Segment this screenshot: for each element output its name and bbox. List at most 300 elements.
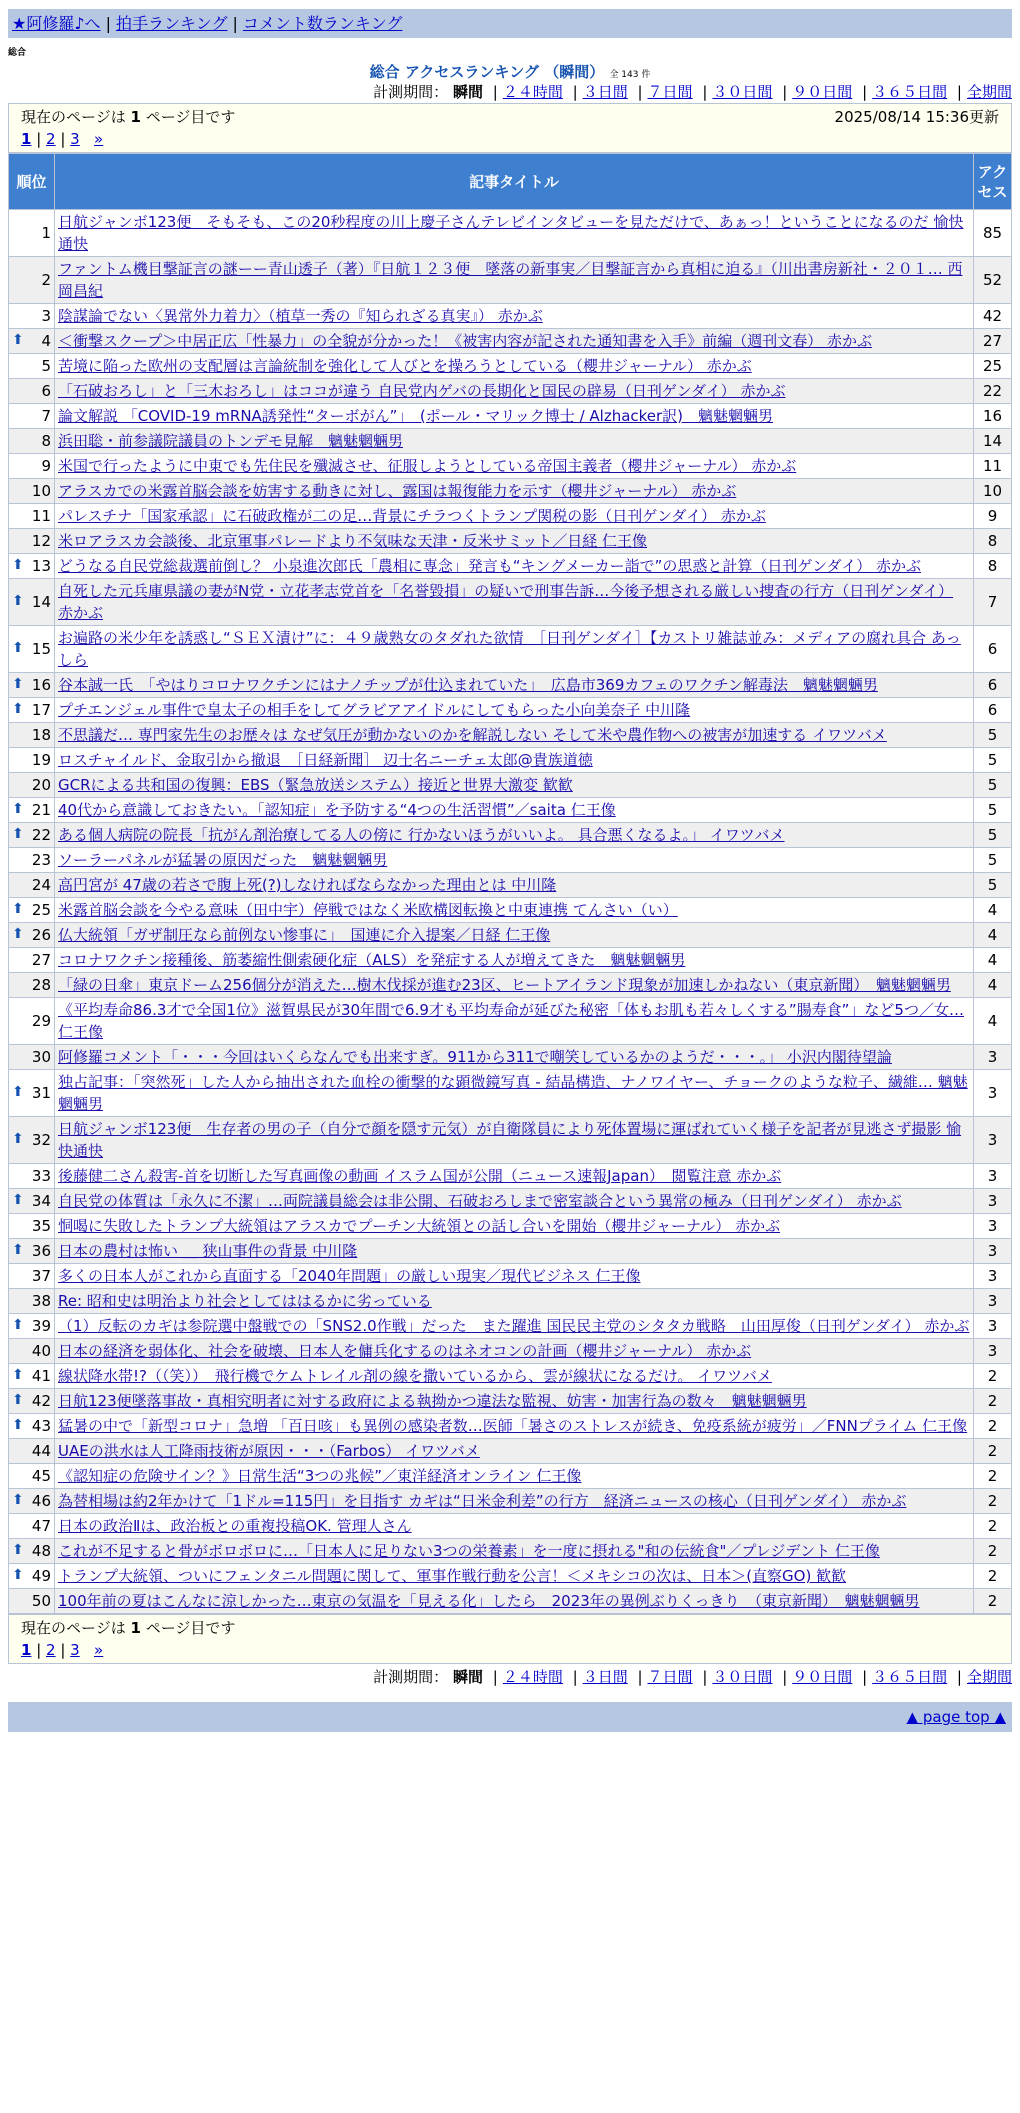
access-count: 4 [974,948,1012,973]
rank-cell [9,379,55,404]
access-count: 4 [974,923,1012,948]
table-row [9,1589,1012,1614]
title-cell [55,1364,974,1389]
rank-cell [9,823,55,848]
rank-number: 39 [31,1317,51,1335]
page-info-top [8,103,1012,153]
table-row [9,1364,1012,1389]
title-cell [55,748,974,773]
access-count: 16 [974,404,1012,429]
rank-cell [9,210,55,257]
title-cell [55,873,974,898]
rank-up-arrow-icon: ⬆ [12,1242,24,1258]
ranking-title: 総合 アクセスランキング （瞬間） [369,63,605,81]
period-90d-link[interactable]: ９０日間 [792,83,853,101]
title-cell [55,1564,974,1589]
rank-cell [9,698,55,723]
title-cell [55,479,974,504]
rank-cell [9,848,55,873]
access-count: 9 [974,504,1012,529]
category-label: 総合 [8,48,27,58]
article-title-link[interactable]: 《平均寿命86.3才で全国1位》滋賀県民が30年間で6.9才も平均寿命が延びた秘密「体もお肌も若々しくする”腸寿食”」など5つ／女… 仁王像 [58,1001,964,1041]
article-title-link[interactable]: 為替相場は約2年かけて「1ドル=115円」を目指す カギは“日米金利差”の行方 経済ニュースの核心（日刊ゲンダイ） 赤かぶ [58,1492,907,1510]
page-link-3[interactable]: 3 [70,1641,80,1659]
rank-up-arrow-icon: ⬆ [12,593,24,609]
article-title-link[interactable]: プチエンジェル事件で皇太子の相手をしてグラビアアイドルにしてもらった小向美奈子 中川隆 [58,701,691,719]
access-count: 3 [974,1117,1012,1164]
title-cell [55,1289,974,1314]
rank-cell [9,504,55,529]
period-all-link[interactable]: 全期間 [966,83,1012,101]
article-title-link[interactable]: 日航ジャンボ123便 生存者の男の子（自分で顔を隠す元気）が自衛隊員により死体置場に運ばれていく様子を記者が見逃さず撮影 愉快通快 [58,1120,962,1160]
period-all-link[interactable]: 全期間 [966,1668,1012,1686]
total-count: 全 143 件 [609,70,651,80]
rank-number: 44 [31,1442,51,1460]
rank-cell [9,673,55,698]
article-title-link[interactable]: 苦境に陥った欧州の支配層は言論統制を強化して人びとを操ろうとしている（櫻井ジャーナル） 赤かぶ [58,357,752,375]
article-title-link[interactable]: 米国で行ったように中東でも先住民を殲滅させ、征服しようとしている帝国主義者（櫻井ジャーナル） 赤かぶ [58,457,797,475]
rank-number: 18 [31,726,51,744]
title-cell [55,1439,974,1464]
article-title-link[interactable]: 自民党の体質は「永久に不潔」…両院議員総会は非公開、石破おろしまで密室談合という異常の極み（日刊ゲンダイ） 赤かぶ [58,1192,902,1210]
page-link-1[interactable]: 1 [21,1641,32,1659]
page-container [8,9,1012,1732]
header-title: 記事タイトル [55,154,974,210]
period-label: 計測期間： [373,83,449,101]
rank-number: 37 [31,1267,51,1285]
rank-cell [9,748,55,773]
title-cell [55,1339,974,1364]
rank-cell [9,773,55,798]
table-row [9,429,1012,454]
access-count: 3 [974,1264,1012,1289]
access-count: 27 [974,329,1012,354]
rank-cell [9,798,55,823]
rank-cell [9,354,55,379]
access-count: 10 [974,479,1012,504]
page-top-link[interactable]: ▲ page top ▲ [906,1708,1006,1726]
page-link-2[interactable]: 2 [46,130,56,148]
rank-cell [9,257,55,304]
nav-comment-ranking-link[interactable]: コメント数ランキング [242,14,403,33]
rank-up-arrow-icon: ⬆ [12,1417,24,1433]
rank-cell [9,1589,55,1614]
title-cell [55,1464,974,1489]
article-title-link[interactable]: 後藤健二さん殺害-首を切断した写真画像の動画 イスラム国が公開（ニュース速報Japan） 閲覧注意 赤かぶ [58,1167,782,1185]
rank-cell [9,898,55,923]
rank-cell [9,873,55,898]
title-cell [55,529,974,554]
title-cell [55,923,974,948]
table-row [9,1514,1012,1539]
article-title-link[interactable]: 陰謀論でない〈異常外力着力〉（植草一秀の『知られざる真実』） 赤かぶ [58,307,543,325]
current-page-text: 現在のページは 1 ページ目です [21,108,236,126]
rank-up-arrow-icon: ⬆ [12,1131,24,1147]
article-title-link[interactable]: 日航123便墜落事故・真相究明者に対する政府による執拗かつ違法な監視、妨害・加害行為の数々 魑魅魍魎男 [58,1392,807,1410]
rank-cell [9,1214,55,1239]
article-title-link[interactable]: 日本の経済を弱体化、社会を破壊、日本人を傭兵化するのはネオコンの計画（櫻井ジャーナル） 赤かぶ [58,1342,752,1360]
article-title-link[interactable]: 阿修羅コメント「・・・今回はいくらなんでも出来すぎ。911から311で嘲笑しているかのようだ・・・。」 小沢内閣待望論 [58,1048,892,1066]
title-cell [55,1589,974,1614]
title-cell [55,1070,974,1117]
rank-up-arrow-icon: ⬆ [12,1317,24,1333]
rank-cell [9,1239,55,1264]
article-title-link[interactable]: 米ロアラスカ会談後、北京軍事パレードより不気味な天津・反米サミット／日経 仁王像 [58,532,648,550]
table-row [9,848,1012,873]
period-7d-link[interactable]: ７日間 [647,1668,693,1686]
article-title-link[interactable]: 多くの日本人がこれから直面する「2040年問題」の厳しい現実／現代ビジネス 仁王像 [58,1267,641,1285]
table-row [9,1289,1012,1314]
access-count: 2 [974,1439,1012,1464]
period-3d-link[interactable]: ３日間 [582,1668,628,1686]
title-cell [55,1214,974,1239]
rank-number: 11 [31,507,51,525]
nav-separator: | [232,14,238,33]
article-title-link[interactable]: 米露首脳会談を今やる意味（田中宇）停戦ではなく米欧構図転換と中東連携 てんさい（い） [58,901,678,919]
rank-cell [9,923,55,948]
header-access: アクセス [974,154,1012,210]
article-title-link[interactable]: 100年前の夏はこんなに涼しかった…東京の気温を「見える化」したら 2023年の異例ぶりくっきり （東京新聞） 魑魅魍魎男 [58,1592,920,1610]
rank-cell [9,404,55,429]
table-row [9,1264,1012,1289]
rank-up-arrow-icon: ⬆ [12,901,24,917]
table-row [9,329,1012,354]
access-count: 4 [974,973,1012,998]
title-cell [55,723,974,748]
table-row [9,1564,1012,1589]
rank-number: 26 [31,926,51,944]
top-nav-bar [8,9,1012,38]
table-row [9,1389,1012,1414]
rank-number: 32 [31,1131,51,1149]
access-count: 22 [974,379,1012,404]
access-count: 2 [974,1539,1012,1564]
nav-clap-ranking-link[interactable]: 拍手ランキング [115,14,228,33]
table-row [9,923,1012,948]
article-title-link[interactable]: 浜田聡・前参議院議員のトンデモ見解 魑魅魍魎男 [58,432,404,450]
rank-cell [9,998,55,1045]
header-rank: 順位 [9,154,55,210]
article-title-link[interactable]: 40代から意識しておきたい。「認知症」を予防する“4つの生活習慣”／saita 仁王像 [58,801,616,819]
table-row [9,898,1012,923]
article-title-link[interactable]: ロスチャイルド、金取引から撤退 ［日経新聞］ 辺士名ニーチェ太郎@貴族道徳 [58,751,593,769]
rank-cell [9,1314,55,1339]
title-cell [55,1045,974,1070]
access-count: 2 [974,1364,1012,1389]
rank-up-arrow-icon: ⬆ [12,1084,24,1100]
rank-cell [9,1339,55,1364]
rank-number: 36 [31,1242,51,1260]
title-cell [55,948,974,973]
table-row [9,1489,1012,1514]
title-cell [55,329,974,354]
article-title-link[interactable]: 日航ジャンボ123便 そもそも、この20秒程度の川上慶子さんテレビインタビューを見ただけで、あぁっ！ということになるのだ 愉快通快 [58,213,964,253]
rank-number: 10 [31,482,51,500]
page-next-link[interactable]: » [94,130,104,148]
period-30d-link[interactable]: ３０日間 [712,1668,773,1686]
rank-number: 24 [31,876,51,894]
article-title-link[interactable]: 高円宮が 47歳の若さで腹上死(?)しなければならなかった理由とは 中川隆 [58,876,557,894]
article-title-link[interactable]: アラスカでの米露首脳会談を妨害する動きに対し、露国は報復能力を示す（櫻井ジャーナル） 赤かぶ [58,482,737,500]
rank-cell [9,579,55,626]
rank-cell [9,973,55,998]
table-row [9,579,1012,626]
footer-bar [8,1702,1012,1732]
table-row [9,673,1012,698]
article-title-link[interactable]: ソーラーパネルが猛暑の原因だった 魑魅魍魎男 [58,851,388,869]
access-count: 8 [974,554,1012,579]
table-row [9,404,1012,429]
rank-number: 9 [41,457,51,475]
rank-cell [9,1189,55,1214]
access-count: 52 [974,257,1012,304]
title-cell [55,773,974,798]
rank-number: 16 [31,676,51,694]
title-cell [55,626,974,673]
rank-number: 2 [41,271,51,289]
rank-cell [9,554,55,579]
rank-number: 40 [31,1342,51,1360]
title-cell [55,404,974,429]
access-count: 4 [974,998,1012,1045]
rank-cell [9,454,55,479]
period-24h-link[interactable]: ２４時間 [502,1668,563,1686]
article-title-link[interactable]: 「緑の日傘」東京ドーム256個分が消えた…樹木伐採が進む23区、ヒートアイランド現象が加速しかねない（東京新聞） 魑魅魍魎男 [58,976,951,994]
rank-cell [9,723,55,748]
rank-number: 23 [31,851,51,869]
title-cell [55,1239,974,1264]
rank-number: 15 [31,640,51,658]
title-cell [55,579,974,626]
access-count: 25 [974,354,1012,379]
rank-number: 22 [31,826,51,844]
rank-number: 43 [31,1417,51,1435]
article-title-link[interactable]: 論文解説 「COVID-19 mRNA誘発性“ターボがん”」 (ポール・マリック博士 / Alzhacker訳) 魑魅魍魎男 [58,407,774,425]
rank-number: 33 [31,1167,51,1185]
page-link-2[interactable]: 2 [46,1641,56,1659]
article-title-link[interactable]: コロナワクチン接種後、筋萎縮性側索硬化症（ALS）を発症する人が増えてきた 魑魅魍魎男 [58,951,686,969]
rank-number: 17 [31,701,51,719]
access-count: 6 [974,626,1012,673]
table-row [9,873,1012,898]
title-cell [55,698,974,723]
table-row [9,354,1012,379]
ranking-table-body [9,210,1012,1614]
article-title-link[interactable]: これが不足すると骨がボロボロに…「日本人に足りない3つの栄養素」を一度に摂れる"和の伝統食"／プレジデント 仁王像 [58,1542,880,1560]
article-title-link[interactable]: ある個人病院の院長「抗がん剤治療してる人の傍に 行かないほうがいいよ。 具合悪くなるよ。」 イワツバメ [58,826,785,844]
article-title-link[interactable]: GCRによる共和国の復興：EBS（緊急放送システム）接近と世界大激変 歓歓 [58,776,573,794]
rank-cell [9,1489,55,1514]
access-count: 14 [974,429,1012,454]
access-count: 5 [974,748,1012,773]
table-row [9,1314,1012,1339]
period-365d-link[interactable]: ３６５日間 [872,83,948,101]
rank-number: 35 [31,1217,51,1235]
article-title-link[interactable]: ファントム機目撃証言の謎ーー青山透子（著）『日航１２３便 墜落の新事実／目撃証言から真相に迫る』（川出書房新社・２０１… 西岡昌紀 [58,260,963,300]
page-info-bottom [8,1614,1012,1664]
title-cell [55,429,974,454]
article-title-link[interactable]: 《認知症の危険サイン？》日常生活“3つの兆候”／東洋経済オンライン 仁王像 [58,1467,582,1485]
period-365d-link[interactable]: ３６５日間 [872,1668,948,1686]
table-row [9,1464,1012,1489]
article-title-link[interactable]: 猛暑の中で「新型コロナ」急増 「百日咳」も異例の感染者数…医師「暑さのストレスが続き、免疫系統が疲労」／FNNプライム 仁王像 [58,1417,968,1435]
table-row [9,1189,1012,1214]
rank-up-arrow-icon: ⬆ [12,1392,24,1408]
period-selector-bottom: 計測期間： 瞬間 | ２４時間 | ３日間 | ７日間 | ３０日間 | ９０日間 | ３６５日間 | 全期間 [373,1668,1012,1686]
article-title-link[interactable]: 恫喝に失敗したトランプ大統領はアラスカでプーチン大統領との話し合いを開始（櫻井ジャーナル） 赤かぶ [58,1217,781,1235]
article-title-link[interactable]: ＜衝撃スクープ＞中居正広「性暴力」の全貌が分かった！《被害内容が記された通知書を入手》前編（週刊文春） 赤かぶ [58,332,873,350]
title-cell [55,1189,974,1214]
rank-number: 21 [31,801,51,819]
rank-number: 46 [31,1492,51,1510]
rank-number: 30 [31,1048,51,1066]
access-count: 6 [974,698,1012,723]
rank-up-arrow-icon: ⬆ [12,826,24,842]
rank-up-arrow-icon: ⬆ [12,1492,24,1508]
period-30d-link[interactable]: ３０日間 [712,83,773,101]
access-count: 3 [974,1045,1012,1070]
period-3d-link[interactable]: ３日間 [582,83,628,101]
access-count: 2 [974,1514,1012,1539]
title-cell [55,1514,974,1539]
article-title-link[interactable]: トランプ大統領、ついにフェンタニル問題に関して、軍事作戦行動を公言！＜メキシコの次は、日本＞(直察GO) 歓歓 [58,1567,847,1585]
access-count: 5 [974,823,1012,848]
rank-up-arrow-icon: ⬆ [12,557,24,573]
access-count: 6 [974,673,1012,698]
article-title-link[interactable]: 独占記事：「突然死」した人から抽出された血栓の衝撃的な顕微鏡写真 - 結晶構造、ナノワイヤー、チョークのような粒子、繊維… 魑魅魍魎男 [58,1073,968,1113]
access-count: 2 [974,1589,1012,1614]
period-90d-link[interactable]: ９０日間 [792,1668,853,1686]
article-title-link[interactable]: どうなる自民党総裁選前倒し？ 小泉進次郎氏「農相に専念」発言も“キングメーカー詣で”の思惑と計算（日刊ゲンダイ） 赤かぶ [58,557,921,575]
page-link-1[interactable]: 1 [21,130,32,148]
access-count: 5 [974,873,1012,898]
rank-number: 45 [31,1467,51,1485]
rank-up-arrow-icon: ⬆ [12,1567,24,1583]
title-cell [55,379,974,404]
article-title-link[interactable]: Re: 昭和史は明治より社会としてははるかに劣っている [58,1292,432,1310]
rank-cell [9,1389,55,1414]
table-row [9,748,1012,773]
article-title-link[interactable]: 自死した元兵庫県議の妻がN党・立花孝志党首を「名誉毀損」の疑いで刑事告訴…今後予想される厳しい捜査の行方（日刊ゲンダイ） 赤かぶ [58,582,954,622]
title-cell [55,1264,974,1289]
rank-cell [9,1414,55,1439]
rank-number: 28 [31,976,51,994]
title-cell [55,210,974,257]
rank-number: 29 [31,1012,51,1030]
title-cell [55,673,974,698]
access-count: 5 [974,798,1012,823]
rank-cell [9,529,55,554]
page-link-3[interactable]: 3 [70,130,80,148]
table-row [9,1339,1012,1364]
rank-up-arrow-icon: ⬆ [12,332,24,348]
rank-cell [9,1264,55,1289]
table-row [9,1070,1012,1117]
title-cell [55,1117,974,1164]
access-count: 3 [974,1314,1012,1339]
title-cell [55,554,974,579]
article-title-link[interactable]: 「石破おろし」と「三木おろし」はココが違う 自民党内ゲバの長期化と国民の辟易（日刊ゲンダイ） 赤かぶ [58,382,786,400]
rank-number: 3 [41,307,51,325]
access-count: 3 [974,1189,1012,1214]
table-row [9,823,1012,848]
table-row [9,479,1012,504]
page-next-link[interactable]: » [94,1641,104,1659]
table-row [9,1539,1012,1564]
title-cell [55,848,974,873]
rank-number: 7 [41,407,51,425]
rank-number: 14 [31,593,51,611]
rank-number: 50 [31,1592,51,1610]
rank-up-arrow-icon: ⬆ [12,801,24,817]
table-row [9,379,1012,404]
rank-up-arrow-icon: ⬆ [12,1542,24,1558]
title-cell [55,973,974,998]
rank-number: 13 [31,557,51,575]
access-count: 5 [974,848,1012,873]
table-row [9,1239,1012,1264]
article-title-link[interactable]: 不思議だ… 専門家先生のお歴々は なぜ気圧が動かないのかを解説しない そして米や農作物への被害が加速する イワツバメ [58,726,887,744]
nav-home-link[interactable]: ★阿修羅♪へ [12,14,101,33]
rank-number: 27 [31,951,51,969]
access-count: 3 [974,1289,1012,1314]
article-title-link[interactable]: 線状降水帯!?（（笑）） 飛行機でケムトレイル剤の線を撒いているから、雲が線状になるだけ。 イワツバメ [58,1367,772,1385]
title-cell [55,1414,974,1439]
rank-number: 41 [31,1367,51,1385]
title-cell [55,504,974,529]
article-title-link[interactable]: 日本の政治Ⅱは、政治板との重複投稿OK. 管理人さん [58,1517,412,1535]
rank-number: 25 [31,901,51,919]
article-title-link[interactable]: お遍路の米少年を誘惑し“ＳＥＸ漬け”に：４９歳熟女のタダれた欲情 ［日刊ゲンダイ］【カストリ雑誌並み：メディアの腐れ具合 あっしら [58,629,961,669]
title-cell [55,257,974,304]
pagination: 1 | 2 | 3 » [21,1641,104,1659]
title-cell [55,998,974,1045]
access-count: 2 [974,1564,1012,1589]
rank-number: 38 [31,1292,51,1310]
title-cell [55,1389,974,1414]
article-title-link[interactable]: UAEの洪水は人工降雨技術が原因・・・（Farbos） イワツバメ [58,1442,480,1460]
rank-cell [9,1439,55,1464]
table-row [9,773,1012,798]
rank-up-arrow-icon: ⬆ [12,1192,24,1208]
article-title-link[interactable]: 仏大統領「ガザ制圧なら前例ない惨事に」 国連に介入提案／日経 仁王像 [58,926,551,944]
access-count: 4 [974,898,1012,923]
article-title-link[interactable]: （1）反転のカギは参院選中盤戦での「SNS2.0作戦」だった また躍進 国民民主党のシタタカ戦略 山田厚俊（日刊ゲンダイ） 赤かぶ [58,1317,970,1335]
table-row [9,1214,1012,1239]
rank-cell [9,1364,55,1389]
article-title-link[interactable]: 日本の農村は怖い ＿ 狭山事件の背景 中川隆 [58,1242,358,1260]
rank-cell [9,1289,55,1314]
rank-number: 5 [41,357,51,375]
access-count: 3 [974,1339,1012,1364]
table-row [9,210,1012,257]
period-24h-link[interactable]: ２４時間 [502,83,563,101]
article-title-link[interactable]: 谷本誠一氏 「やはりコロナワクチンにはナノチップが仕込まれていた」 広島市369カフェのワクチン解毒法 魑魅魍魎男 [58,676,878,694]
ranking-table [8,153,1012,1614]
table-row [9,529,1012,554]
title-cell [55,454,974,479]
title-cell [55,798,974,823]
rank-number: 1 [41,224,51,242]
period-7d-link[interactable]: ７日間 [647,83,693,101]
title-cell [55,898,974,923]
table-row [9,973,1012,998]
rank-number: 48 [31,1542,51,1560]
rank-cell [9,1117,55,1164]
article-title-link[interactable]: パレスチナ「国家承認」に石破政権が二の足…背景にチラつくトランプ関税の影（日刊ゲンダイ） 赤かぶ [58,507,766,525]
access-count: 2 [974,1489,1012,1514]
table-row [9,798,1012,823]
